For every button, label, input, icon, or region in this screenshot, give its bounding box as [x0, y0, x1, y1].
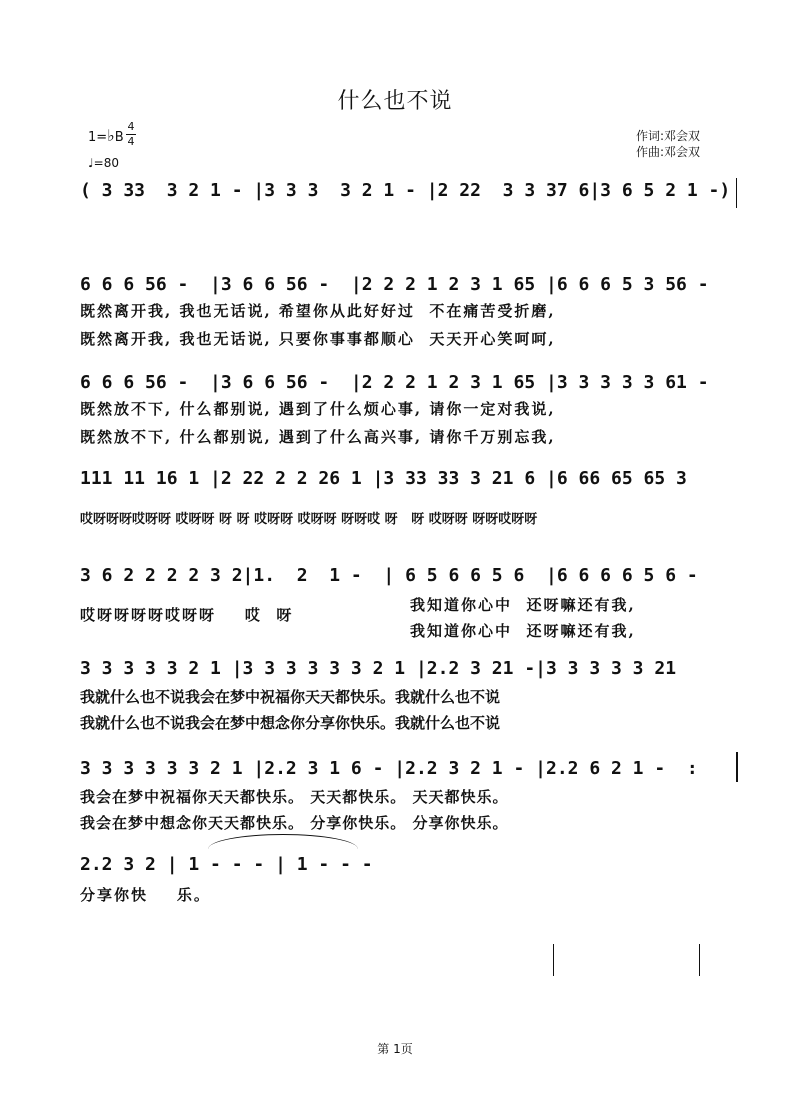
repeat-barline: [736, 752, 738, 782]
meter-bottom: 4: [127, 135, 135, 148]
lyric-line: 既然放不下, 什么都别说, 遇到了什么高兴事, 请你千万别忘我,: [80, 428, 556, 446]
lyric-line: 我就什么也不说我会在梦中想念你分享你快乐。我就什么也不说: [80, 714, 501, 732]
time-signature: [126, 120, 136, 149]
stave-notes: 2.2 3 2 | 1 - - - | 1 - - -: [80, 854, 373, 875]
stave-chorus-2: [80, 758, 740, 788]
barline: [736, 178, 737, 208]
key-prefix: 1=: [88, 130, 108, 145]
lyric-line: 既然放不下, 什么都别说, 遇到了什么烦心事, 请你一定对我说,: [80, 400, 556, 418]
stave-bridge: [80, 468, 740, 498]
lyric-line: 既然离开我, 我也无话说, 只要你事事都顺心 天天开心笑呵呵,: [80, 330, 556, 348]
stave-intro: [80, 180, 740, 210]
key-signature: [88, 126, 124, 145]
key-note: B: [114, 130, 124, 145]
lyric-line: 我知道你心中 还呀嘛还有我,: [410, 622, 636, 640]
stave-chorus-1: [80, 658, 740, 688]
lyric-line: 我知道你心中 还呀嘛还有我,: [410, 596, 636, 614]
lyric-line: 分享你快 乐。: [80, 886, 211, 904]
stave-notes: 6 6 6 56 - |3 6 6 56 - |2 2 2 1 2 3 1 65 |3 3 3 3 3 61 -: [80, 372, 709, 393]
lyric-line: 我会在梦中想念你天天都快乐。 分享你快乐。 分享你快乐。: [80, 814, 509, 832]
tempo-marking: [88, 156, 119, 170]
stave-notes: 3 6 2 2 2 2 3 2|1. 2 1 - | 6 5 6 6 5 6 |6 6 6 6 5 6 -: [80, 565, 698, 586]
lyric-line: 我会在梦中祝福你天天都快乐。 天天都快乐。 天天都快乐。: [80, 788, 509, 806]
lyric-line: 哎呀呀呀呀哎呀呀 哎 呀: [80, 606, 294, 624]
tempo-value: =80: [93, 156, 119, 170]
stave-ending: [80, 854, 740, 884]
lyricist: 作词:邓会双: [636, 129, 701, 143]
stave-notes: ( 3 33 3 2 1 - |3 3 3 3 2 1 - |2 22 3 3 37 6|3 6 5 2 1 -): [80, 180, 731, 201]
composer: 作曲:邓会双: [636, 145, 701, 159]
tie-arc: [208, 834, 358, 849]
lyric-line: 既然离开我, 我也无话说, 希望你从此好好过 不在痛苦受折磨,: [80, 302, 556, 320]
quarter-note-icon: ♩: [88, 156, 94, 170]
stave-notes: 3 3 3 3 3 3 2 1 |2.2 3 1 6 - |2.2 3 2 1 - |2.2 6 2 1 - :: [80, 758, 698, 779]
meter-top: 4: [127, 120, 135, 133]
stave-notes: 6 6 6 56 - |3 6 6 56 - |2 2 2 1 2 3 1 65 |6 6 6 5 3 56 -: [80, 274, 709, 295]
song-title: 什么也不说: [337, 89, 453, 114]
lyric-line: 我就什么也不说我会在梦中祝福你天天都快乐。我就什么也不说: [80, 688, 501, 706]
barline: [699, 944, 700, 976]
page-number: 第 1页: [377, 1042, 413, 1056]
stave-bridge-2: [80, 565, 740, 595]
stave-notes: 111 11 16 1 |2 22 2 2 26 1 |3 33 33 3 21 6 |6 66 65 65 3: [80, 468, 687, 489]
credits: [636, 128, 700, 160]
stave-notes: 3 3 3 3 3 2 1 |3 3 3 3 3 3 2 1 |2.2 3 21 -|3 3 3 3 3 21: [80, 658, 677, 679]
flat-sign: ♭: [107, 126, 115, 145]
barline: [553, 944, 554, 976]
lyric-line: 哎呀呀呀哎呀呀 哎呀呀 呀 呀 哎呀呀 哎呀呀 呀呀哎 呀 呀 哎呀呀 呀呀哎呀呀: [80, 512, 538, 527]
